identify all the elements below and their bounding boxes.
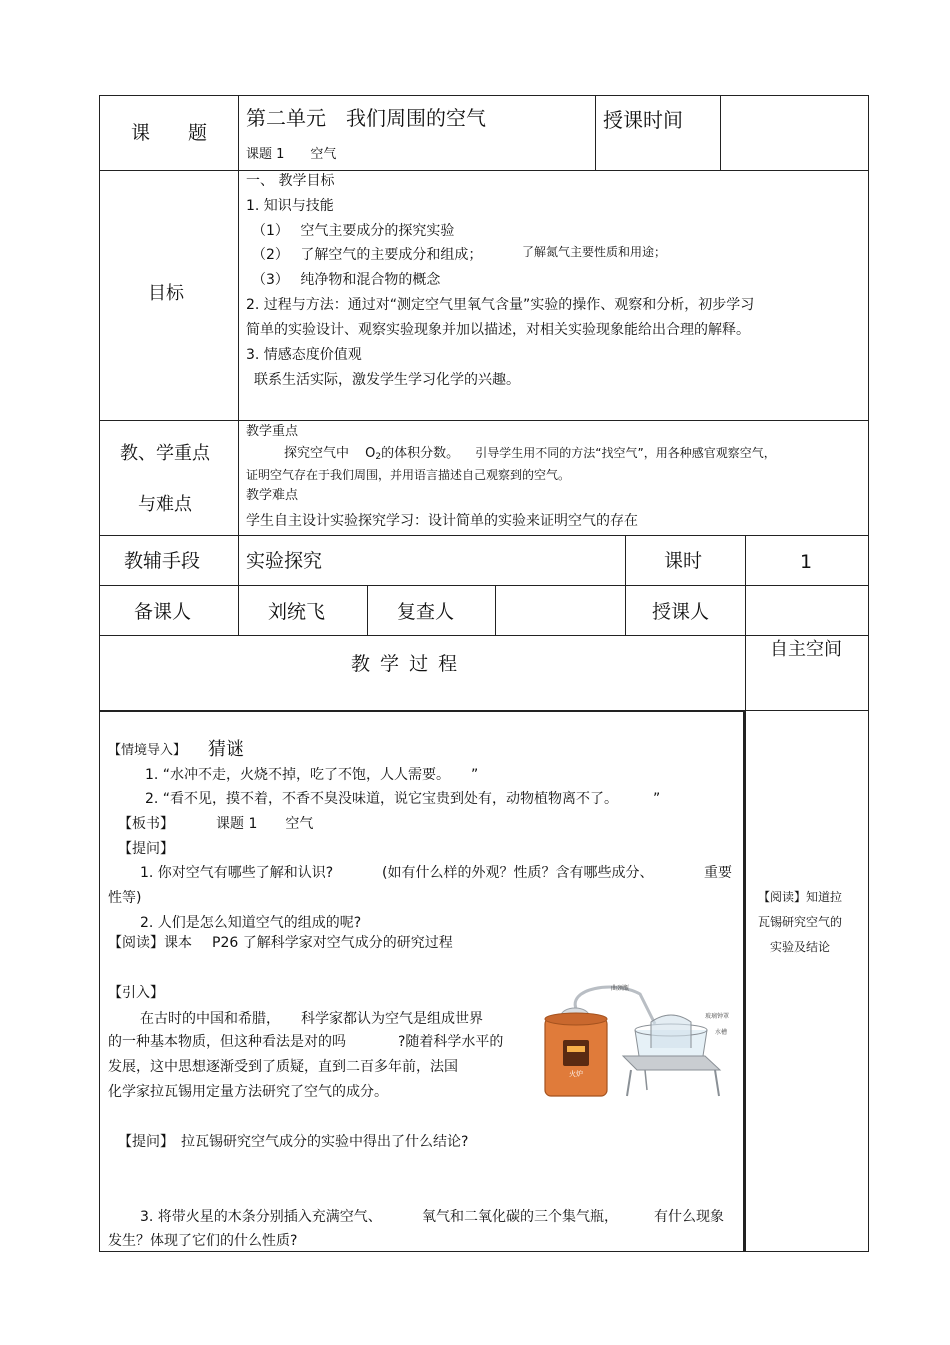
keypoint-text: 探究空气中 <box>284 446 350 461</box>
stand-leg <box>627 1070 631 1096</box>
bell-jar <box>651 1015 691 1048</box>
question-line: 重要 <box>704 865 732 881</box>
goals-line: 一、 教学目标 <box>246 173 335 189</box>
lesson-subtitle: 课题 1 空气 <box>246 147 337 162</box>
furnace-door <box>563 1040 589 1066</box>
lead-paragraph-line: ?随着科学水平的 <box>398 1034 504 1050</box>
prep-value: 刘统飞 <box>268 601 326 623</box>
hours-label: 课时 <box>664 550 703 572</box>
question-line: 【提问】 拉瓦锡研究空气成分的实验中得出了什么结论? <box>118 1134 469 1150</box>
goals-line: 联系生活实际，激发学生学习化学的兴趣。 <box>254 372 520 388</box>
riddle-line: 1. “水冲不走，火烧不掉，吃了不饱，人人需要。 ” <box>145 767 479 783</box>
label-bell-jar: 玻璃钟罩 <box>705 1013 730 1020</box>
question-line: 1. 你对空气有哪些了解和认识? <box>140 865 334 881</box>
oxygen-symbol: O <box>365 446 376 461</box>
label-trough: 水槽 <box>715 1029 728 1036</box>
oxygen-subscript: 2 <box>375 452 382 462</box>
topic-label: 课 题 <box>131 122 208 144</box>
label-retort: 曲颈甑 <box>611 985 630 992</box>
stand-leg <box>645 1070 647 1090</box>
furnace-text: 火炉 <box>569 1070 583 1078</box>
read-tag: 【阅读】课本 <box>108 935 192 951</box>
keypoint-text: 引导学生用不同的方法“找空气”，用各种感官观察空气， <box>475 446 776 460</box>
stand-leg <box>715 1070 719 1096</box>
keypoint-heading: 教学重点 <box>246 424 299 439</box>
time-label: 授课时间 <box>603 108 683 132</box>
question-line: 2. 人们是怎么知道空气的组成的呢? <box>140 915 362 931</box>
keypoint-line: 学生自主设计实验探究学习：设计简单的实验来证明空气的存在 <box>246 513 638 529</box>
teach-label: 授课人 <box>652 601 710 623</box>
question-line: 性等) <box>108 890 142 906</box>
ask-tag: 【提问】 <box>118 841 174 857</box>
goals-label: 目标 <box>148 283 184 304</box>
lavoisier-apparatus-figure <box>535 978 735 1100</box>
question-line: (如有什么样的外观？性质？含有哪些成分、 <box>382 865 654 881</box>
lead-paragraph-line: 的一种基本物质，但这种看法是对的吗 <box>108 1034 346 1050</box>
review-label: 复查人 <box>397 601 455 623</box>
hours-value: 1 <box>800 551 813 573</box>
question-line: 3. 将带火星的木条分别插入充满空气、 <box>140 1209 382 1225</box>
goals-line: （3） 纯净物和混合物的概念 <box>252 272 441 288</box>
intro-tag: 【情境导入】 <box>108 743 187 758</box>
goals-line: 2. 过程与方法：通过对“测定空气里氧气含量”实验的操作、观察和分析，初步学习 <box>246 297 755 313</box>
lead-tag: 【引入】 <box>108 985 164 1001</box>
read-text: P26 了解科学家对空气成分的研究过程 <box>212 935 453 951</box>
lead-paragraph-line: 发展，这中思想逐渐受到了质疑，直到二百多年前，法国 <box>108 1059 458 1075</box>
side-note-line: 【阅读】知道拉 <box>758 890 843 904</box>
lead-paragraph-line: 化学家拉瓦锡用定量方法研究了空气的成分。 <box>108 1084 388 1100</box>
keypoints-label: 教、学重点 <box>120 443 210 464</box>
lead-paragraph-line: 在古时的中国和希腊， 科学家都认为空气是组成世界 <box>140 1011 483 1027</box>
goals-line: 了解氮气主要性质和用途； <box>522 245 667 259</box>
goals-line: （2） 了解空气的主要成分和组成； <box>252 247 483 263</box>
furnace-top <box>545 1013 607 1025</box>
prep-label: 备课人 <box>134 601 192 623</box>
stand-top <box>623 1056 720 1070</box>
goals-line: 简单的实验设计、观察实验现象并加以描述，对相关实验现象能给出合理的解释。 <box>246 322 750 338</box>
board-text: 课题 1 空气 <box>216 816 314 832</box>
keypoint-line: 证明空气存在于我们周围，并用语言描述自己观察到的空气。 <box>246 468 571 482</box>
goals-line: （1） 空气主要成分的探究实验 <box>252 223 455 239</box>
board-tag: 【板书】 <box>118 816 174 832</box>
question-line: 有什么现象 <box>654 1209 724 1225</box>
side-note-line: 实验及结论 <box>770 940 831 954</box>
process-title: 教 学 过 程 <box>351 653 460 675</box>
keypoint-text: 的体积分数。 <box>381 446 460 461</box>
keypoint-heading: 教学难点 <box>246 488 299 503</box>
intro-title: 猜谜 <box>208 739 244 760</box>
riddle-line: 2. “看不见，摸不着，不香不臭没味道，说它宝贵到处有，动物植物离不了。 ” <box>145 791 661 807</box>
question-line: 氧气和二氧化碳的三个集气瓶， <box>422 1209 618 1225</box>
goals-line: 3. 情感态度价值观 <box>246 347 362 363</box>
goals-line: 1. 知识与技能 <box>246 198 334 214</box>
unit-title: 第二单元 我们周围的空气 <box>246 106 486 130</box>
keypoints-label-2: 与难点 <box>138 494 192 515</box>
question-line: 发生？体现了它们的什么性质? <box>108 1233 298 1249</box>
means-label: 教辅手段 <box>124 550 201 572</box>
side-title: 自主空间 <box>770 639 842 660</box>
keypoint-line <box>284 447 776 462</box>
furnace-fire <box>567 1046 585 1052</box>
means-value: 实验探究 <box>246 550 323 572</box>
side-note-line: 瓦锡研究空气的 <box>758 915 843 929</box>
